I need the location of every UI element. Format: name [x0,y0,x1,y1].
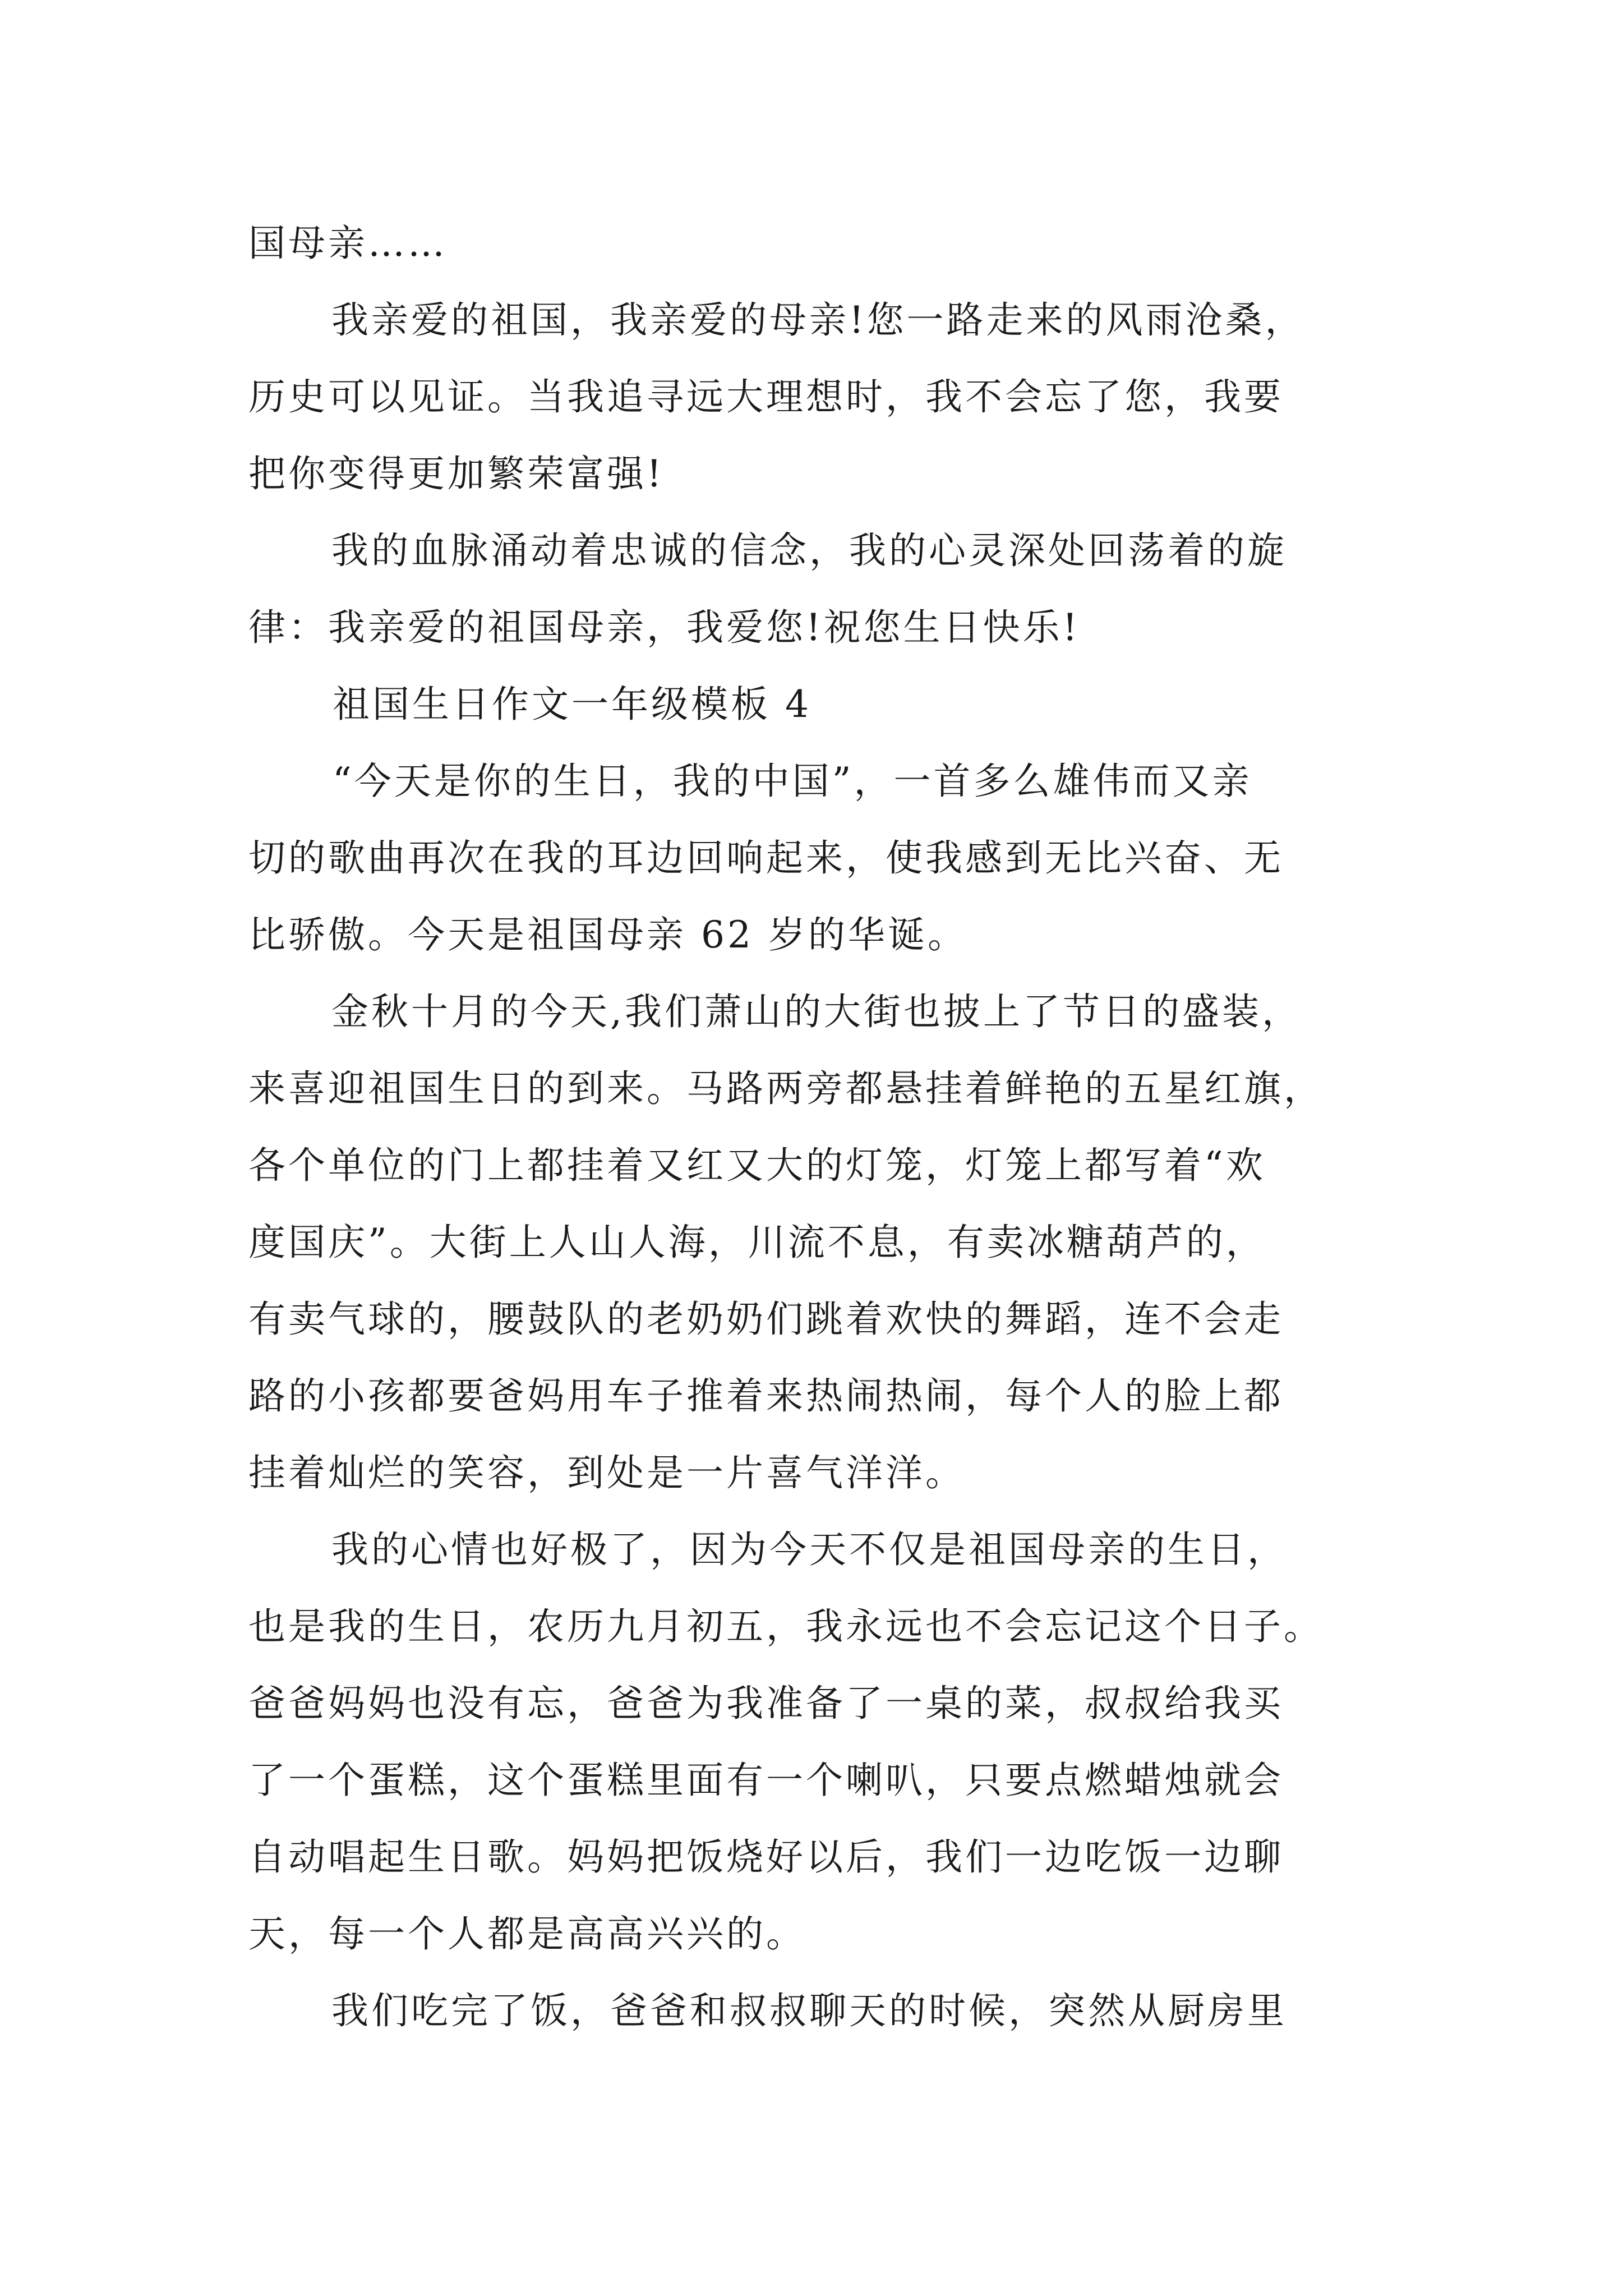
text-line: 切的歌曲再次在我的耳边回响起来，使我感到无比兴奋、无 [248,836,1284,880]
section-heading: 祖国生日作文一年级模板 4 [333,683,811,726]
document-body [248,205,1398,2049]
text-line: 比骄傲。今天是祖国母亲 62 岁的华诞。 [248,913,967,956]
text-line: 自动唱起生日歌。妈妈把饭烧好以后，我们一边吃饭一边聊 [248,1835,1284,1879]
text-line: 国母亲…… [248,222,448,265]
text-line: 各个单位的门上都挂着又红又大的灯笼，灯笼上都写着“欢 [248,1144,1266,1187]
paragraph-start-line: 我们吃完了饭，爸爸和叔叔聊天的时候，突然从厨房里 [331,1989,1287,2032]
text-line: 天，每一个人都是高高兴兴的。 [248,1912,806,1955]
paragraph-start-line: 我亲爱的祖国，我亲爱的母亲!您一路走来的风雨沧桑， [331,298,1305,342]
text-line: 挂着灿烂的笑容，到处是一片喜气洋洋。 [248,1451,965,1494]
text-line: 度国庆”。大街上人山人海，川流不息，有卖冰糖葫芦的， [248,1221,1266,1264]
paragraph-start-line: 我的血脉涌动着忠诚的信念，我的心灵深处回荡着的旋 [331,529,1287,572]
paragraph-start-line: “今天是你的生日，我的中国”，一首多么雄伟而又亲 [333,760,1252,803]
paragraph-start-line: 我的心情也好极了，因为今天不仅是祖国母亲的生日， [331,1528,1287,1571]
text-line: 把你变得更加繁荣富强! [248,452,665,495]
text-line: 有卖气球的，腰鼓队的老奶奶们跳着欢快的舞蹈，连不会走 [248,1297,1284,1341]
text-line: 律：我亲爱的祖国母亲，我爱您!祝您生日快乐! [248,606,1081,649]
text-line: 了一个蛋糕，这个蛋糕里面有一个喇叭，只要点燃蜡烛就会 [248,1759,1284,1802]
text-line: 来喜迎祖国生日的到来。马路两旁都悬挂着鲜艳的五星红旗， [248,1067,1324,1110]
text-line: 也是我的生日，农历九月初五，我永远也不会忘记这个日子。 [248,1605,1324,1648]
paragraph-start-line: 金秋十月的今天,我们萧山的大街也披上了节日的盛装， [331,990,1302,1033]
text-line: 爸爸妈妈也没有忘，爸爸为我准备了一桌的菜，叔叔给我买 [248,1682,1284,1725]
text-line: 路的小孩都要爸妈用车子推着来热闹热闹，每个人的脸上都 [248,1374,1284,1418]
text-line: 历史可以见证。当我追寻远大理想时，我不会忘了您，我要 [248,375,1284,418]
